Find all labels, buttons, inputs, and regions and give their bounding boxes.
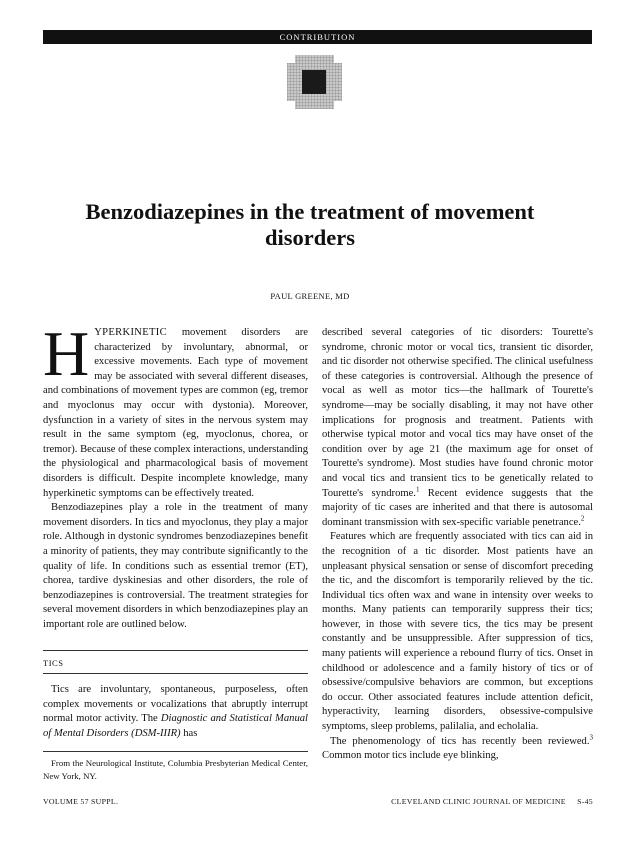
body-text: Recent evidence suggests that the majority of tic cases are inherited and that there is autosomal dominant transmission with sex-specific variable penetrance. (322, 487, 593, 528)
footnote (43, 757, 308, 782)
tics-text: Tics are involuntary, spontaneous, purposeless, often complex movements or vocalizations that abruptly interrupt normal motor activity. The (43, 684, 308, 725)
banner-label: CONTRIBUTION (279, 32, 356, 42)
author-line: PAUL GREENE, MD (270, 291, 350, 301)
intro-paragraph (43, 318, 308, 501)
intro-text: movement disorders are characterized by involuntary, abnormal, or excessive movements. Each type of movement may be associated with several different diseases, and combinations of movement types are common (eg, tremor and myoclonus may occur with dystonia). Moreover, dysfunction in a variety of sites in the nervous system may result in the same symptom (eg, myoclonus, chorea, or tremor). Because of these complex interactions, understanding the physiological and pharmacological basis of movement disorders is difficult. Despite incomplete knowledge, many hyperkinetic symptoms can be effectively treated. (43, 327, 308, 499)
section-heading: TICS (43, 658, 64, 668)
emblem-corner (287, 101, 295, 109)
emblem-corner (334, 55, 342, 63)
body-paragraph: Features which are frequently associated with tics can aid in the recognition of a tic disorder. Most patients have an unpleasant physical sensation or sense of discomfort preceding the tic, and the discomfort is temporarily relieved by the tic. Individual tics often wax and wane in intensity over weeks to months. Many patients can temporarily suppress their tics; however, in those with severe tics, the tics may be present constantly and be unsuppressible. After suppression of tics, many patients will experience a rebound flurry of tics. Onset in childhood or adolescence and a family history of tics or of obsessive/compulsive behaviors are common, but exceptions do occur. Other associated features include attention deficit, hyperactivity, learning disorders, obsessive-compulsive symptoms, sleep problems, palilalia, and echolalia. (322, 531, 593, 733)
body-text: The phenomenology of tics has recently been reviewed. (330, 735, 590, 747)
body-paragraph (322, 326, 593, 530)
emblem-corner (287, 55, 295, 63)
drop-cap: H (43, 318, 90, 389)
intro-first-word: YPERKINETIC (94, 327, 167, 338)
right-column (322, 326, 593, 764)
footer-volume: VOLUME 57 SUPPL. (43, 797, 119, 806)
tics-text-end: has (180, 727, 198, 739)
citation-ref: 3 (589, 733, 593, 742)
section-rule-top (43, 650, 308, 651)
emblem-core (302, 70, 326, 94)
section-rule-bottom (43, 673, 308, 674)
citation-ref: 1 (415, 485, 420, 493)
emblem-corner (334, 101, 342, 109)
article-title: Benzodiazepines in the treatment of movement disorders (85, 199, 535, 250)
footer-journal: CLEVELAND CLINIC JOURNAL OF MEDICINE S-45 (391, 797, 593, 806)
tics-paragraph (43, 683, 308, 741)
square-emblem-icon (287, 55, 342, 109)
footnote-text: From the Neurological Institute, Columbia Presbyterian Medical Center, New York, NY. (43, 758, 308, 781)
left-column (43, 318, 308, 632)
body-text: described several categories of tic disorders: Tourette's syndrome, chronic motor or vocal tics, transient tic disorder, and tic disorder not otherwise specified. The clinical usefulness of these categories is controversial. Although the presence of vocal as well as motor tics—the hallmark of Tourette's syndrome—may be socially disabling, it may not have other implications for prognosis and treatment. Patients with otherwise typical motor and vocal tics may have onset of the condition over by age 21 (the maximum age for onset of Tourette's syndrome). Most studies have found chronic motor and vocal tics and transient tics to be genetically related to Tourette's syndrome. (322, 327, 593, 499)
citation-ref: 2 (580, 514, 585, 523)
dsm-title: Diagnostic and Statistical Manual of Mental Disorders (DSM-IIIR) (43, 713, 308, 739)
body-paragraph: Benzodiazepines play a role in the treatment of many movement disorders. In tics and myoclonus, they play a major role. Although in dystonic syndromes benzodiazepines benefit a minority of patients, they may contribute significantly to the quality of life. In conditions such as essential tremor (ET), chorea, tardive dyskinesias and other disorders, the role of benzodiazepines is controversial. The treatment strategies for several movement disorders in which benzodiazepines play an important role are outlined below. (43, 502, 308, 630)
body-text: Common motor tics include eye blinking, (322, 750, 499, 762)
footnote-rule (43, 751, 308, 752)
section-banner (43, 30, 592, 44)
tics-paragraph-block (43, 683, 308, 741)
body-paragraph (322, 735, 593, 764)
